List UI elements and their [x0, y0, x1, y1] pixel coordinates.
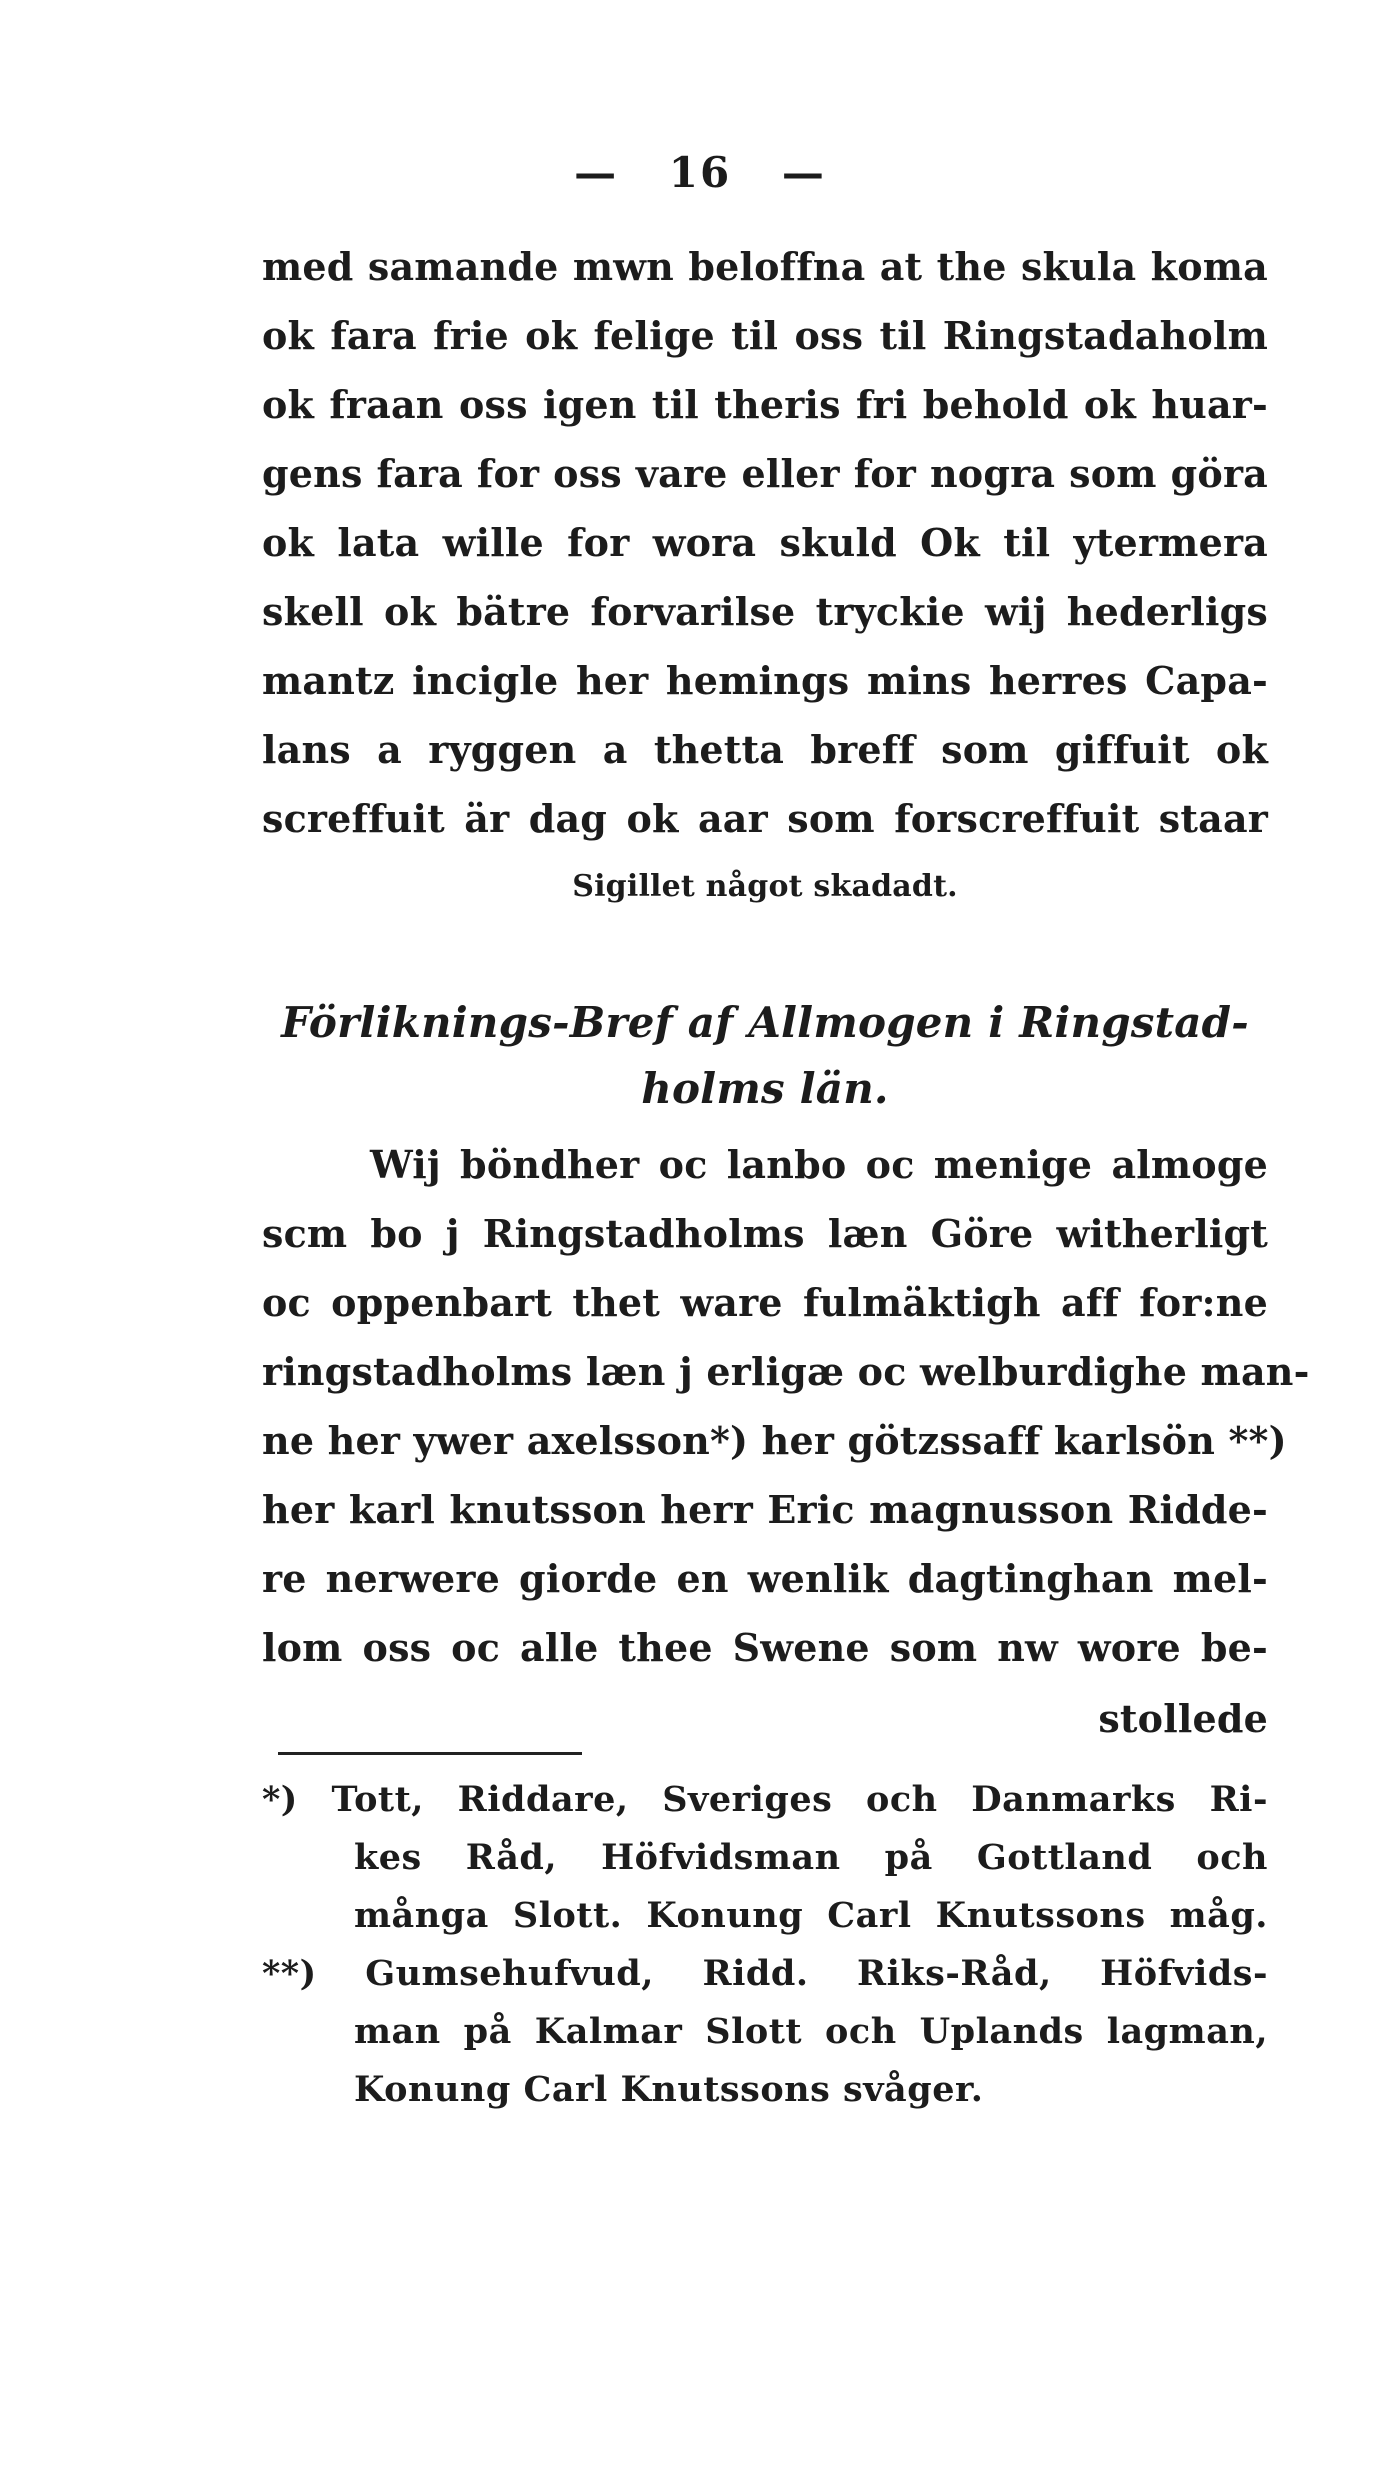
section-line: scm bo j Ringstadholms læn Göre witherligt [262, 1211, 1268, 1256]
footnote-line: många Slott. Konung Carl Knutssons måg. [354, 1895, 1268, 1936]
body-line: ok fraan oss igen til theris fri behold ok huar- [262, 382, 1268, 427]
catchword: stollede [1098, 1696, 1268, 1741]
section-line: lom oss oc alle thee Swene som nw wore be- [262, 1625, 1268, 1670]
header-left-mark: — [574, 148, 619, 197]
footnote-line: *) Tott, Riddare, Sveriges och Danmarks Ri- [262, 1779, 1268, 1820]
section-heading-line-2: holms län. [641, 1064, 889, 1113]
body-line: screffuit är dag ok aar som forscreffuit staar [262, 796, 1268, 841]
section-line: oc oppenbart thet ware fulmäktigh aff for:ne [262, 1280, 1268, 1325]
body-line: skell ok bätre forvarilse tryckie wij hederligs [262, 589, 1268, 634]
body-line: mantz incigle her hemings mins herres Capa- [262, 658, 1268, 703]
body-line: gens fara for oss vare eller for nogra som göra [262, 451, 1268, 496]
footnote-line: **) Gumsehufvud, Ridd. Riks-Råd, Höfvids- [262, 1953, 1268, 1994]
footnote-rule [278, 1752, 582, 1755]
section-line: re nerwere giorde en wenlik dagtinghan mel- [262, 1556, 1268, 1601]
footnote-line: Konung Carl Knutssons svåger. [354, 2069, 984, 2110]
section-line: her karl knutsson herr Eric magnusson Ridde- [262, 1487, 1268, 1532]
section-heading-line-1: Förliknings-Bref af Allmogen i Ringstad- [281, 998, 1249, 1047]
section-line: ne her ywer axelsson*) her götzssaff karlsön **) [262, 1418, 1287, 1463]
body-line: ok fara frie ok felige til oss til Ringstadaholm [262, 313, 1268, 358]
footnote-line: kes Råd, Höfvidsman på Gottland och [354, 1837, 1268, 1878]
page-number: 16 [668, 148, 732, 197]
body-line: ok lata wille for wora skuld Ok til ytermera [262, 520, 1268, 565]
section-line: ringstadholms læn j erligæ oc welburdighe man- [262, 1349, 1310, 1394]
seal-note: Sigillet något skadadt. [572, 869, 958, 904]
body-line: lans a ryggen a thetta breff som giffuit ok [262, 727, 1268, 772]
body-line: med samande mwn beloffna at the skula koma [262, 244, 1268, 289]
header-right-mark: — [781, 148, 826, 197]
section-line: Wij böndher oc lanbo oc menige almoge [370, 1142, 1268, 1187]
page-header [0, 148, 1400, 197]
footnote-line: man på Kalmar Slott och Uplands lagman, [354, 2011, 1268, 2052]
